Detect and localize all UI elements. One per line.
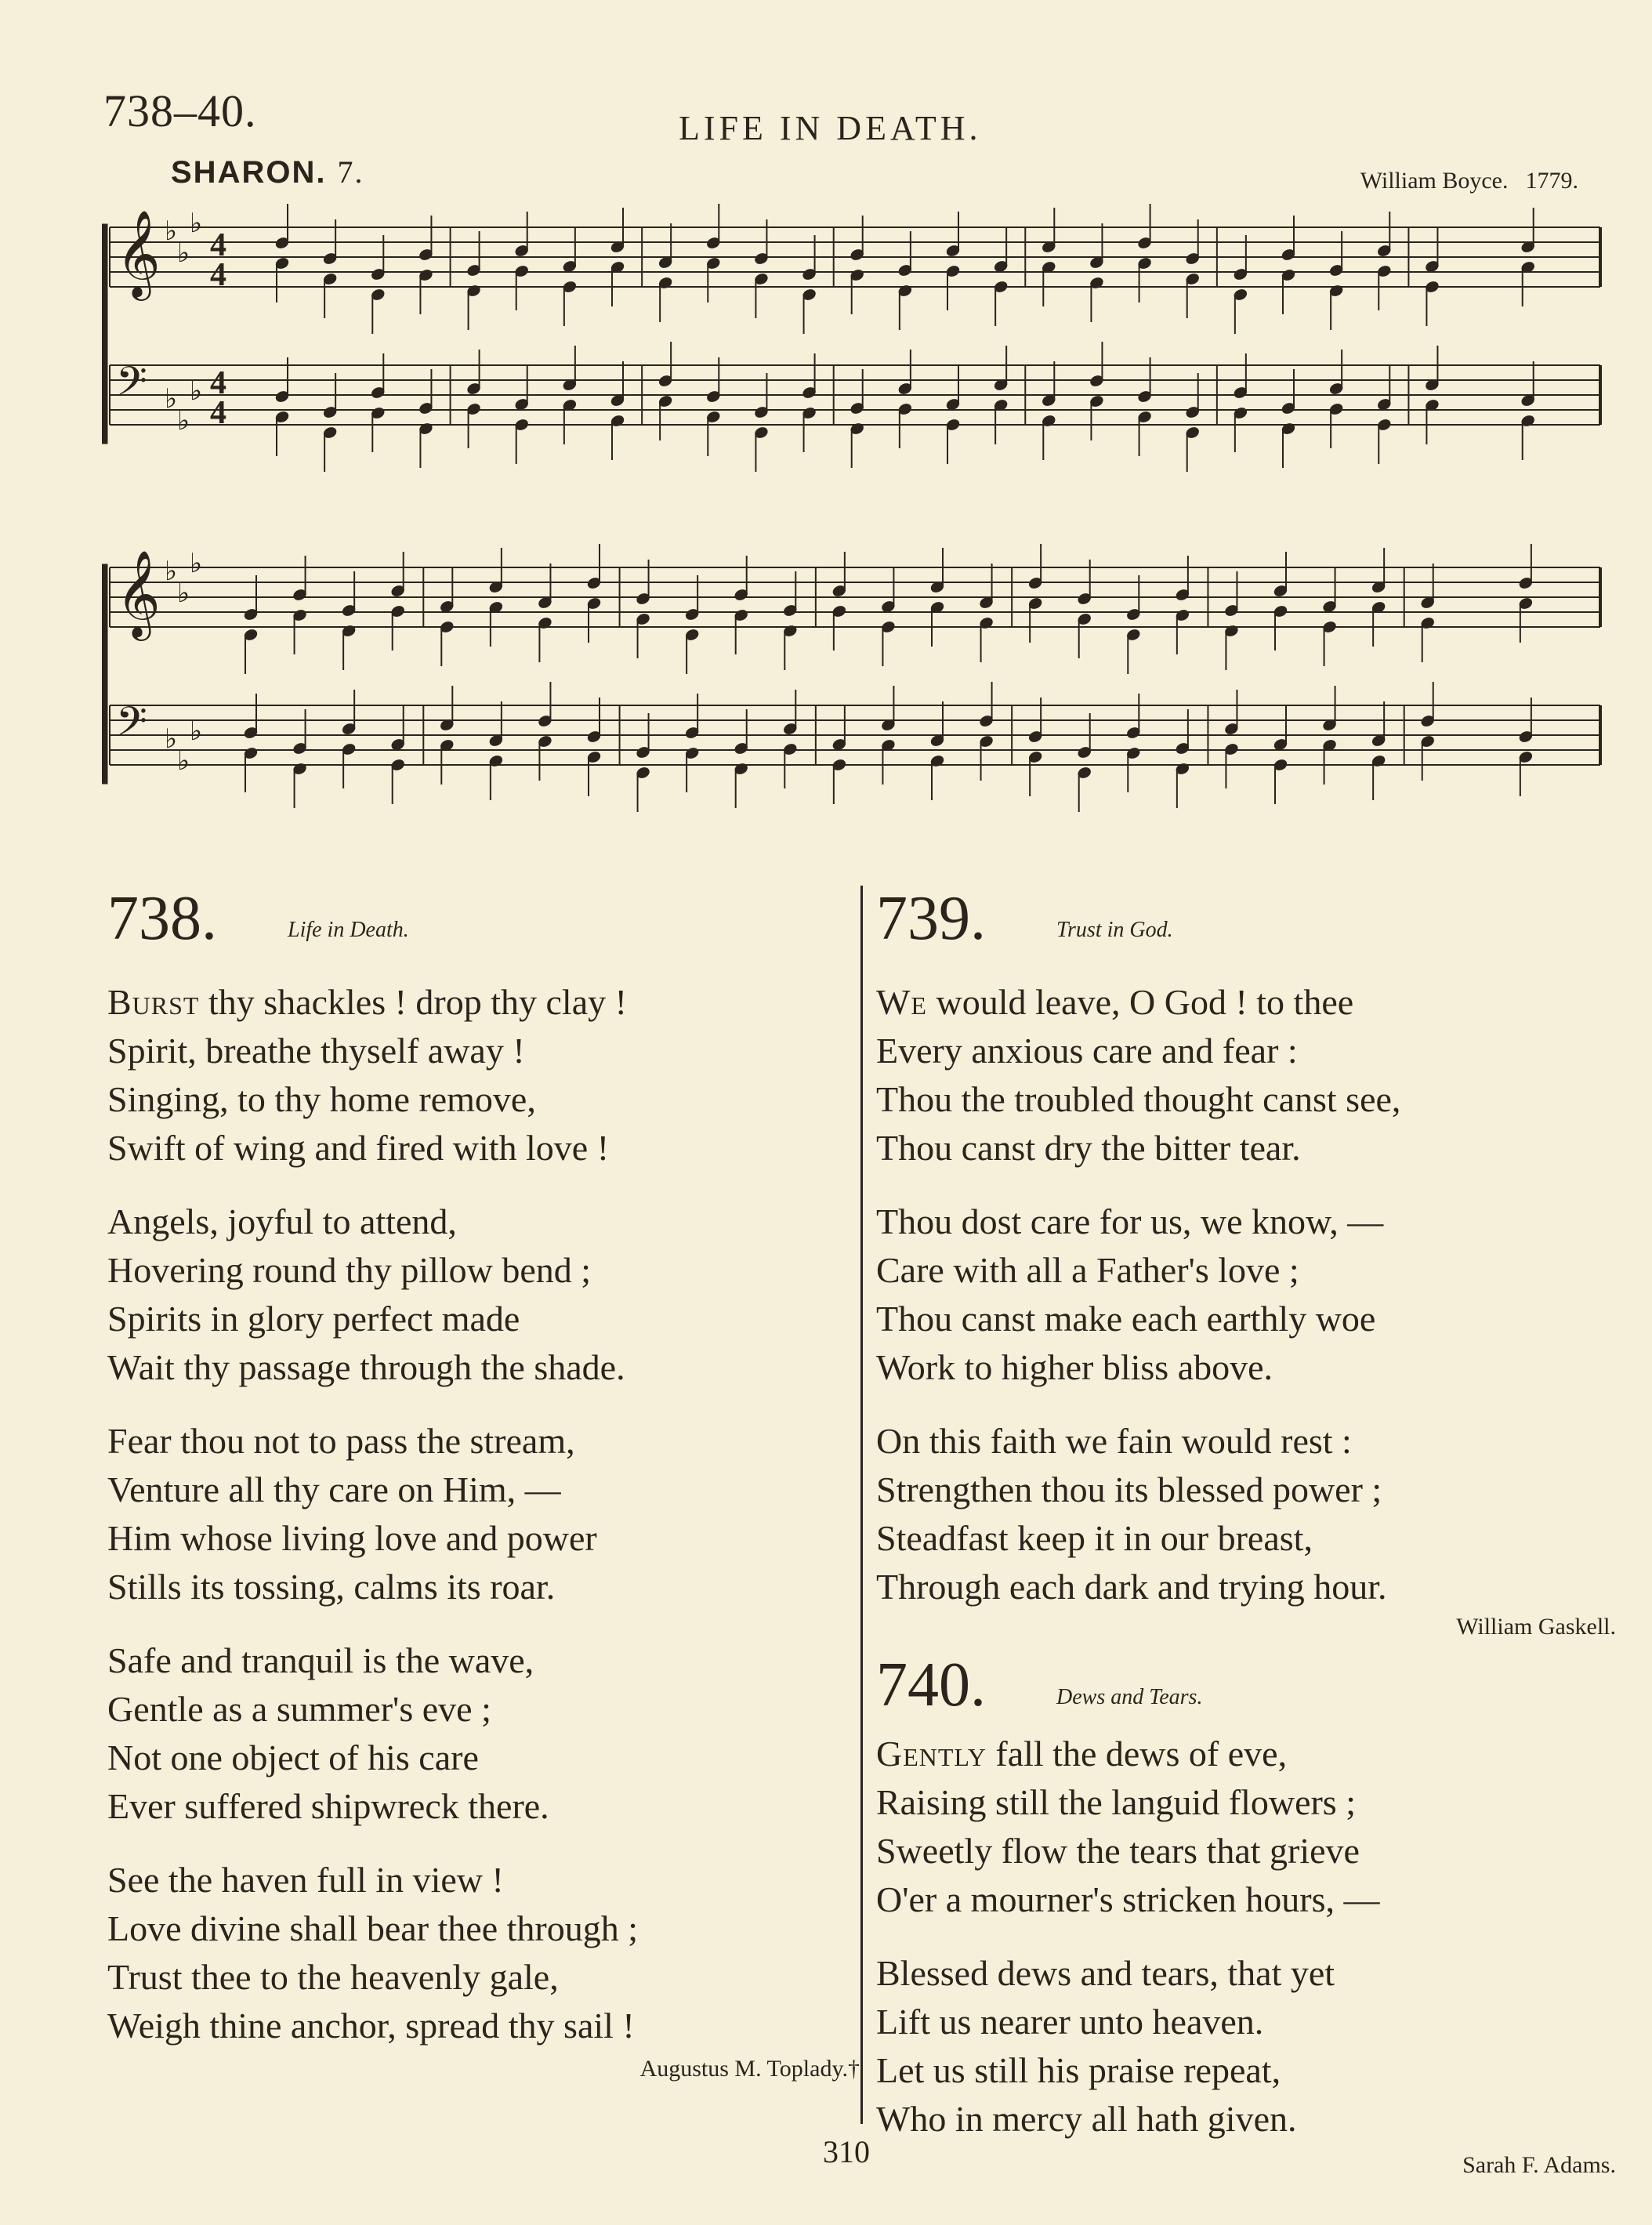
page-number: 310 [823,2134,870,2169]
verse-line: Thou the troubled thought canst see, [876,1079,1401,1120]
bass-clef-icon: 𝄢 [116,357,147,415]
verse-line: Through each dark and trying hour. [876,1567,1387,1607]
hymn-header [876,1651,1613,1721]
verse-line: Blessed dews and tears, that yet [876,1952,1335,1993]
tune-name-text: SHARON. [171,155,327,190]
time-signature: 4 [210,257,226,293]
flat-icon: ♭ [165,556,178,587]
verse-line: Weigh thine anchor, spread thy sail ! [107,2006,635,2046]
hymn-text [876,1730,1613,2143]
hymn-header [107,884,852,955]
tune-name [171,154,364,190]
first-word: We [876,982,927,1023]
time-signature: 4 [210,227,226,263]
hymn-title: Dews and Tears. [1056,1684,1203,1709]
treble-clef-icon: 𝄞 [116,209,161,297]
stanza [876,1949,1613,2143]
flat-icon: ♭ [177,405,190,437]
hymn-text [107,978,852,2050]
verse-line: Thou dost care for us, we know, — [876,1201,1384,1242]
hymn-range: 738–40. [103,85,257,136]
hymn-title: Trust in God. [1056,918,1173,943]
flat-icon: ♭ [177,578,190,609]
flat-icon: ♭ [190,375,203,407]
verse-line: Spirit, breathe thyself away ! [107,1031,525,1071]
hymn-text [876,978,1613,1611]
verse-line: Let us still his praise repeat, [876,2049,1281,2090]
flat-icon: ♭ [165,216,178,247]
column-divider [860,886,863,2124]
stanza [876,1417,1613,1611]
verse-line: Care with all a Father's love ; [876,1250,1299,1291]
verse-line: Hovering round thy pillow bend ; [107,1250,592,1291]
verse-line: Who in mercy all hath given. [876,2098,1297,2139]
verse-line: Swift of wing and fired with love ! [107,1128,610,1169]
system-bracket [102,224,107,444]
verse-line: Thou canst make each earthly woe [876,1299,1376,1339]
flat-icon: ♭ [190,208,203,239]
hymn-number: 739. [876,884,986,953]
verse-line: Work to higher bliss above. [876,1347,1273,1388]
hymn-author: Sarah F. Adams. [1462,2151,1616,2178]
hymn-738 [107,884,860,2083]
hymn-header [876,884,1613,955]
verse-line: Love divine shall bear thee through ; [107,1908,639,1949]
tune-meter: 7. [337,154,364,190]
flat-icon: ♭ [177,745,190,777]
verse-text: thy shackles ! drop thy clay ! [199,982,627,1023]
verse-line: Lift us nearer unto heaven. [876,2001,1264,2042]
stanza [876,978,1613,1172]
flat-icon: ♭ [190,716,203,747]
verse-line: Venture all thy care on Him, — [107,1469,561,1510]
verse-line: Stills its tossing, calms its roar. [107,1567,556,1607]
stanza [876,1198,1613,1392]
verse-line: Ever suffered shipwreck there. [107,1786,549,1827]
verse-line: Trust thee to the heavenly gale, [107,1957,559,1998]
verse-line: Gentle as a summer's eve ; [107,1689,491,1730]
first-word: Gently [876,1733,987,1774]
verse-text: would leave, O God ! to thee [926,982,1354,1023]
verse-line: On this faith we fain would rest : [876,1421,1352,1462]
verse-line: Steadfast keep it in our breast, [876,1518,1313,1559]
stanza [107,1417,852,1611]
hymn-title: Life in Death. [288,918,409,943]
hymn-author: Augustus M. Toplady.† [639,2056,860,2082]
verse-line: Every anxious care and fear : [876,1031,1298,1071]
first-word: Burst [107,982,200,1023]
verse-line [876,978,1613,1027]
verse-line [107,978,852,1027]
stanza [107,1636,852,1831]
right-column [876,884,1616,2180]
hymn-number: 738. [107,884,217,953]
composer-credit [1360,168,1578,194]
section-title: LIFE IN DEATH. [679,109,982,147]
stanza [107,1198,852,1392]
verse-line: Him whose living love and power [107,1518,597,1559]
verse-line: Fear thou not to pass the stream, [107,1421,575,1462]
verse-line [876,1730,1613,1778]
time-signature: 4 [210,365,226,401]
bass-clef-icon: 𝄢 [116,698,147,755]
time-signature: 4 [210,395,226,431]
stanza [876,1730,1613,1924]
stanza [107,978,852,1172]
verse-line: Spirits in glory perfect made [107,1299,520,1339]
hymn-number: 740. [876,1651,986,1720]
hymn-739 [876,884,1616,1641]
composer-name: William Boyce. [1360,168,1509,194]
verse-line: Strengthen thou its blessed power ; [876,1469,1382,1510]
verse-line: Safe and tranquil is the wave, [107,1640,534,1681]
hymn-740 [876,1651,1616,2179]
verse-line: Wait thy passage through the shade. [107,1347,625,1388]
hymn-author: William Gaskell. [1456,1614,1616,1640]
flat-icon: ♭ [165,383,178,415]
system-bracket [102,564,107,784]
flat-icon: ♭ [190,548,203,579]
music-score [102,204,1607,846]
verse-line: See the haven full in view ! [107,1860,504,1901]
verse-text: fall the dews of eve, [986,1733,1288,1774]
verse-line: Angels, joyful to attend, [107,1201,457,1242]
verse-line: Thou canst dry the bitter tear. [876,1128,1301,1169]
verse-line: O'er a mourner's stricken hours, — [876,1879,1380,1919]
treble-clef-icon: 𝄞 [116,549,161,637]
verse-line: Not one object of his care [107,1738,479,1778]
flat-icon: ♭ [177,237,190,269]
verse-line: Raising still the languid flowers ; [876,1781,1356,1822]
verse-line: Sweetly flow the tears that grieve [876,1830,1360,1871]
composer-year: 1779. [1525,168,1578,194]
stanza [107,1856,852,2050]
verse-line: Singing, to thy home remove, [107,1079,536,1120]
flat-icon: ♭ [165,723,178,755]
